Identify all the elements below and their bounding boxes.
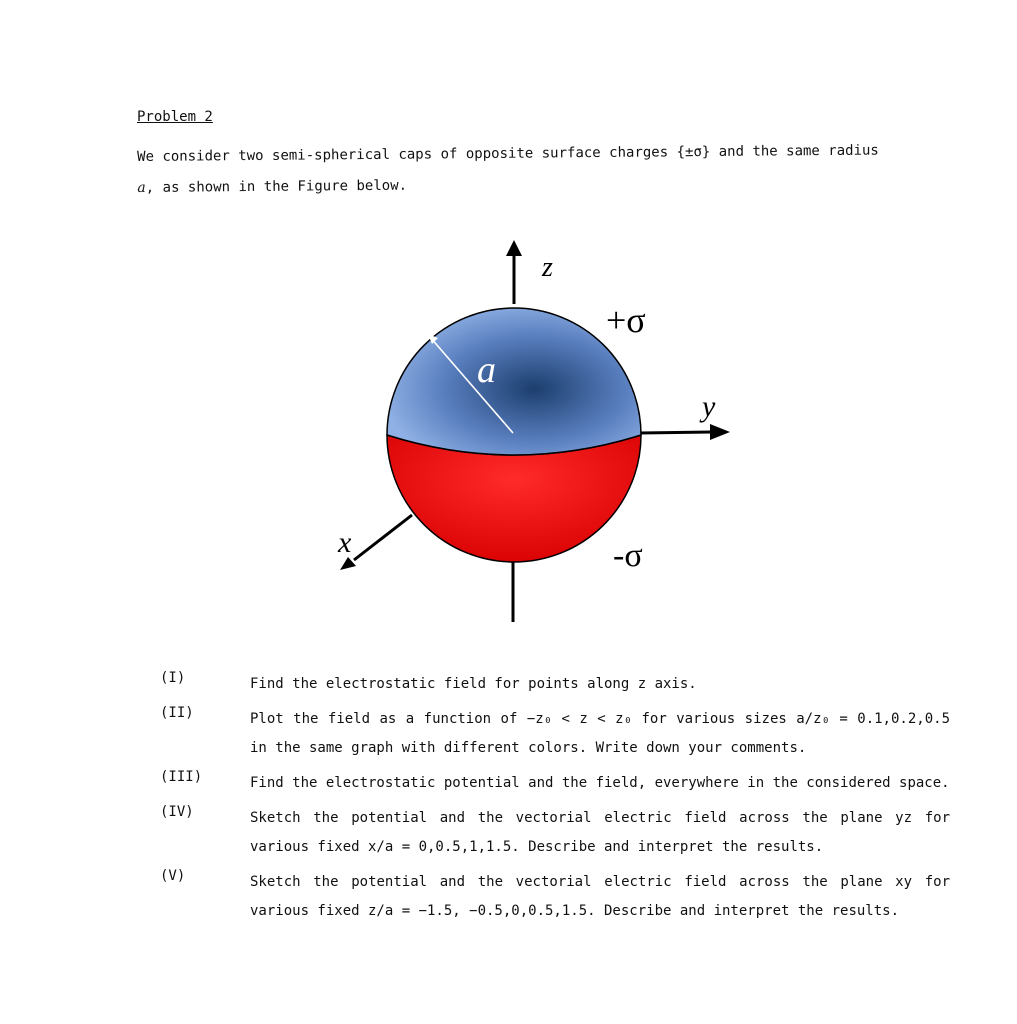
task-number: (III)	[160, 769, 203, 785]
axis-z-label: z	[542, 252, 553, 283]
problem-title: Problem 2	[137, 109, 213, 125]
task-text: Sketch the potential and the vectorial electric field across the plane yz for various fixed x/a = 0,0.5,1,1.5. Describe and interpret the results.	[250, 810, 950, 855]
task-text: Sketch the potential and the vectorial electric field across the plane xy for various fixed z/a = −1.5, −0.5,0,0.5,1.5. Describe and interpret the results.	[250, 874, 950, 919]
task-text: Find the electrostatic field for points along z axis.	[250, 676, 697, 692]
y-axis-arrow-icon	[710, 424, 730, 440]
axis-x-label: x	[338, 526, 352, 559]
task-item	[160, 868, 950, 926]
task-number: (IV)	[160, 804, 194, 820]
task-text: Plot the field as a function of −z₀ < z < z₀ for various sizes a/z₀ = 0.1,0.2,0.5 in the same graph with different colors. Write down your comments.	[250, 711, 950, 756]
task-item	[160, 670, 950, 699]
top-cap	[387, 308, 641, 455]
task-number: (V)	[160, 868, 186, 884]
problem-intro	[137, 135, 950, 204]
axis-y-label: y	[702, 390, 716, 423]
task-text: Find the electrostatic potential and the field, everywhere in the considered space.	[250, 775, 950, 791]
y-axis	[640, 432, 712, 433]
task-item	[160, 705, 950, 763]
bottom-charge-label: -σ	[613, 537, 643, 574]
top-charge-label: +σ	[606, 300, 646, 340]
task-number: (II)	[160, 705, 194, 721]
x-axis	[354, 515, 412, 560]
z-axis-arrow-icon	[506, 240, 522, 256]
task-list	[160, 670, 950, 932]
task-number: (I)	[160, 670, 186, 686]
task-item	[160, 769, 950, 798]
intro-radius-var: a	[137, 179, 146, 196]
radius-label: a	[477, 349, 496, 391]
hemisphere-figure	[320, 230, 760, 630]
intro-line-1: We consider two semi-spherical caps of opposite surface charges {±σ} and the same radius	[137, 142, 879, 165]
task-item	[160, 804, 950, 862]
intro-line-2: , as shown in the Figure below.	[145, 177, 408, 196]
